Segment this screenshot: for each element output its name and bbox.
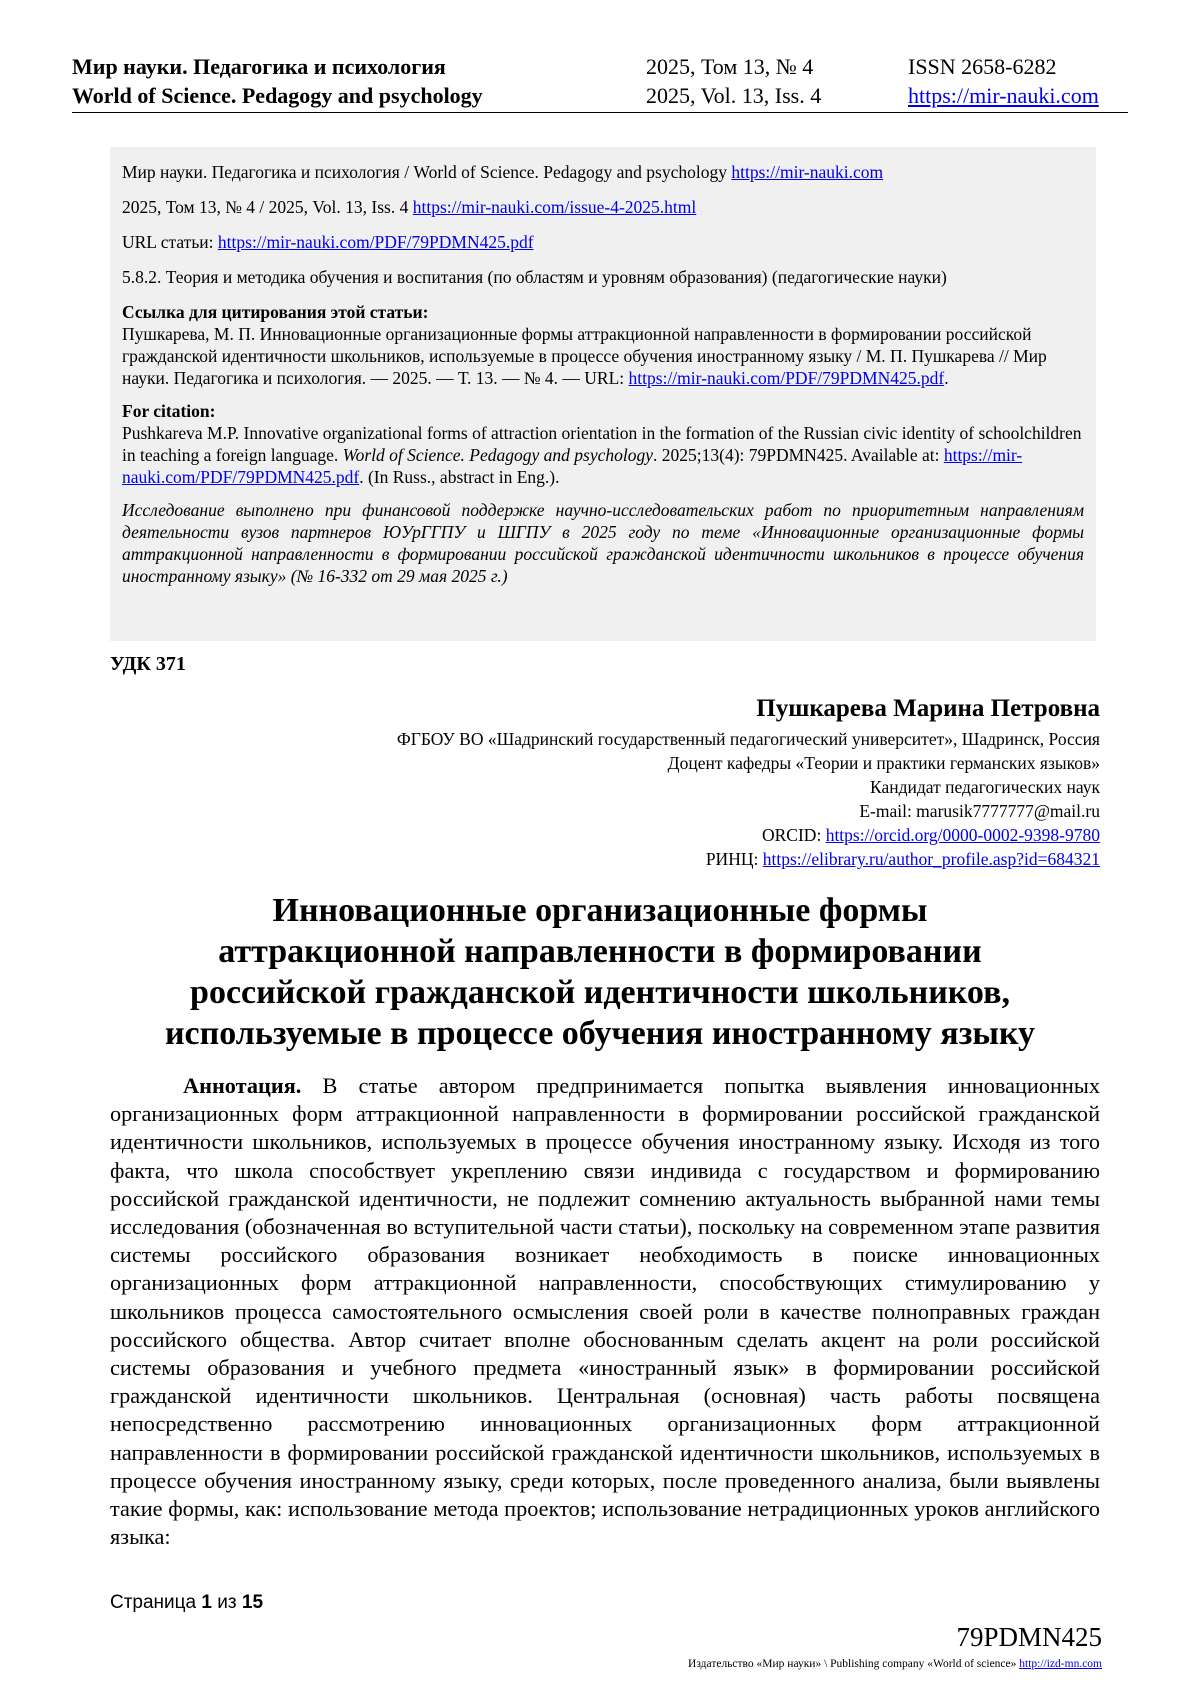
journal-name-ru: Мир науки. Педагогика и психология xyxy=(72,54,446,79)
issue-url-link[interactable]: https://mir-nauki.com/issue-4-2025.html xyxy=(412,197,697,217)
author-orcid: ORCID: https://orcid.org/0000-0002-9398-9780 xyxy=(762,825,1100,845)
specialty-line: 5.8.2. Теория и методика обучения и воспитания (по областям и уровням образования) (педагогические науки) xyxy=(122,267,947,287)
author-degree: Кандидат педагогических наук xyxy=(870,777,1100,797)
citation-en-link[interactable]: https://mir-nauki.com/PDF/79PDMN425.pdf xyxy=(122,445,1023,487)
author-email: E-mail: marusik7777777@mail.ru xyxy=(859,801,1100,821)
header-row-ru xyxy=(72,52,1128,81)
article-url-link[interactable]: https://mir-nauki.com/PDF/79PDMN425.pdf xyxy=(217,232,534,252)
author-position: Доцент кафедры «Теории и практики германских языков» xyxy=(667,753,1100,773)
rinc-link[interactable]: https://elibrary.ru/author_profile.asp?id=684321 xyxy=(762,849,1100,869)
abstract xyxy=(110,1072,1100,1551)
header-divider xyxy=(72,112,1128,113)
author-block xyxy=(200,693,1100,871)
publisher-line: Издательство «Мир науки» \ Publishing company «World of science» http://izd-mn.com xyxy=(688,1658,1102,1670)
citation-ru-link[interactable]: https://mir-nauki.com/PDF/79PDMN425.pdf xyxy=(628,368,945,388)
abstract-text: В статье автором предпринимается попытка выявления инновационных организационных форм аттракционной направленности в формировании российской гражданской идентичности школьников, используемых в процессе обучения иностранному языку. Исходя из того факта, что школа способствует укреплению связи индивида с государством и формированию российской гражданской идентичности, не подлежит сомнению актуальность выбранной нами темы исследования (обозначенная во вступительной части статьи), поскольку на современном этапе развития системы российского образования возникает необходимость в поиске инновационных организационных форм аттракционной направленности, способствующих стимулированию у школьников процесса самостоятельного осмысления своей роли в качестве полноправных граждан российского общества. Автор считает вполне обоснованным сделать акцент на роли российской системы образования и учебного предмета «иностранный язык» в формировании российской гражданской идентичности школьников. Центральная (основная) часть работы посвящена непосредственно рассмотрению инновационных организационных форм аттракционной направленности в формировании российской гражданской идентичности школьников, используемых в процессе обучения иностранному языку, среди которых, после проведенного анализа, были выявлены такие формы, как: использование метода проектов; использование нетрадиционных уроков английского языка: xyxy=(110,1073,1100,1550)
article-code: 79PDMN425 xyxy=(956,1622,1102,1652)
author-affiliation: ФГБОУ ВО «Шадринский государственный педагогический университет», Шадринск, Россия xyxy=(396,729,1100,749)
page-number: Страница 1 из 15 xyxy=(110,1592,264,1613)
article-url-line: URL статьи: https://mir-nauki.com/PDF/79PDMN425.pdf xyxy=(122,232,534,252)
funding-note: Исследование выполнено при финансовой поддержке научно-исследовательских работ по приоритетным направлениям деятельности вузов партнеров ЮУрГГПУ и ШГПУ в 2025 году по теме «Инновационные организационные формы аттракционной направленности в формировании российской гражданской идентичности школьников в процессе обучения иностранному языку» (№ 16-332 от 29 мая 2025 г.) xyxy=(122,500,1084,586)
article-title xyxy=(100,890,1100,1054)
author-rinc: РИНЦ: https://elibrary.ru/author_profile.asp?id=684321 xyxy=(705,849,1100,869)
issue-line: 2025, Том 13, № 4 / 2025, Vol. 13, Iss. 4 https://mir-nauki.com/issue-4-2025.html xyxy=(122,197,697,217)
citation-en-heading: For citation: xyxy=(122,401,216,421)
author-name: Пушкарева Марина Петровна xyxy=(756,695,1100,722)
journal-line: Мир науки. Педагогика и психология / World of Science. Pedagogy and psychology https://mir-nauki.com xyxy=(122,162,884,182)
title-line: используемые в процессе обучения иностранному языку xyxy=(164,1015,1036,1052)
journal-site-link[interactable]: https://mir-nauki.com xyxy=(908,83,1099,108)
publisher-link[interactable]: http://izd-mn.com xyxy=(1019,1658,1102,1670)
abstract-label: Аннотация. xyxy=(183,1073,302,1098)
udk-code: УДК 371 xyxy=(110,653,186,675)
citation-ru-heading: Ссылка для цитирования этой статьи: xyxy=(122,302,429,322)
journal-header xyxy=(72,52,1128,110)
article-info-box xyxy=(110,147,1096,641)
title-line: российской гражданской идентичности школьников, xyxy=(190,974,1010,1011)
citation-ru: Пушкарева, М. П. Инновационные организационные формы аттракционной направленности в формировании российской гражданской идентичности школьников, используемые в процессе обучения иностранному языку / М. П. Пушкарева // Мир науки. Педагогика и психология. — 2025. — Т. 13. — № 4. — URL: https://mir-nauki.com/PDF/79PDMN425.pdf. xyxy=(122,324,1047,388)
title-line: Инновационные организационные формы xyxy=(272,892,928,929)
orcid-link[interactable]: https://orcid.org/0000-0002-9398-9780 xyxy=(825,825,1100,845)
citation-en: Pushkareva M.P. Innovative organizational forms of attraction orientation in the formation of the Russian civic identity of schoolchildren in teaching a foreign language. World of Science. Pedagogy and psychology. 2025;13(4): 79PDMN425. Available at: https://mir-nauki.com/PDF/79PDMN425.pdf. (In Russ., abstract in Eng.). xyxy=(122,423,1082,487)
journal-url-link[interactable]: https://mir-nauki.com xyxy=(731,162,884,182)
header-row-en xyxy=(72,81,1128,110)
issn: ISSN 2658-6282 xyxy=(908,54,1057,79)
issue-en: 2025, Vol. 13, Iss. 4 xyxy=(646,83,822,108)
issue-ru: 2025, Том 13, № 4 xyxy=(646,54,814,79)
title-line: аттракционной направленности в формировании xyxy=(218,933,982,970)
journal-name-en: World of Science. Pedagogy and psychology xyxy=(72,83,483,108)
